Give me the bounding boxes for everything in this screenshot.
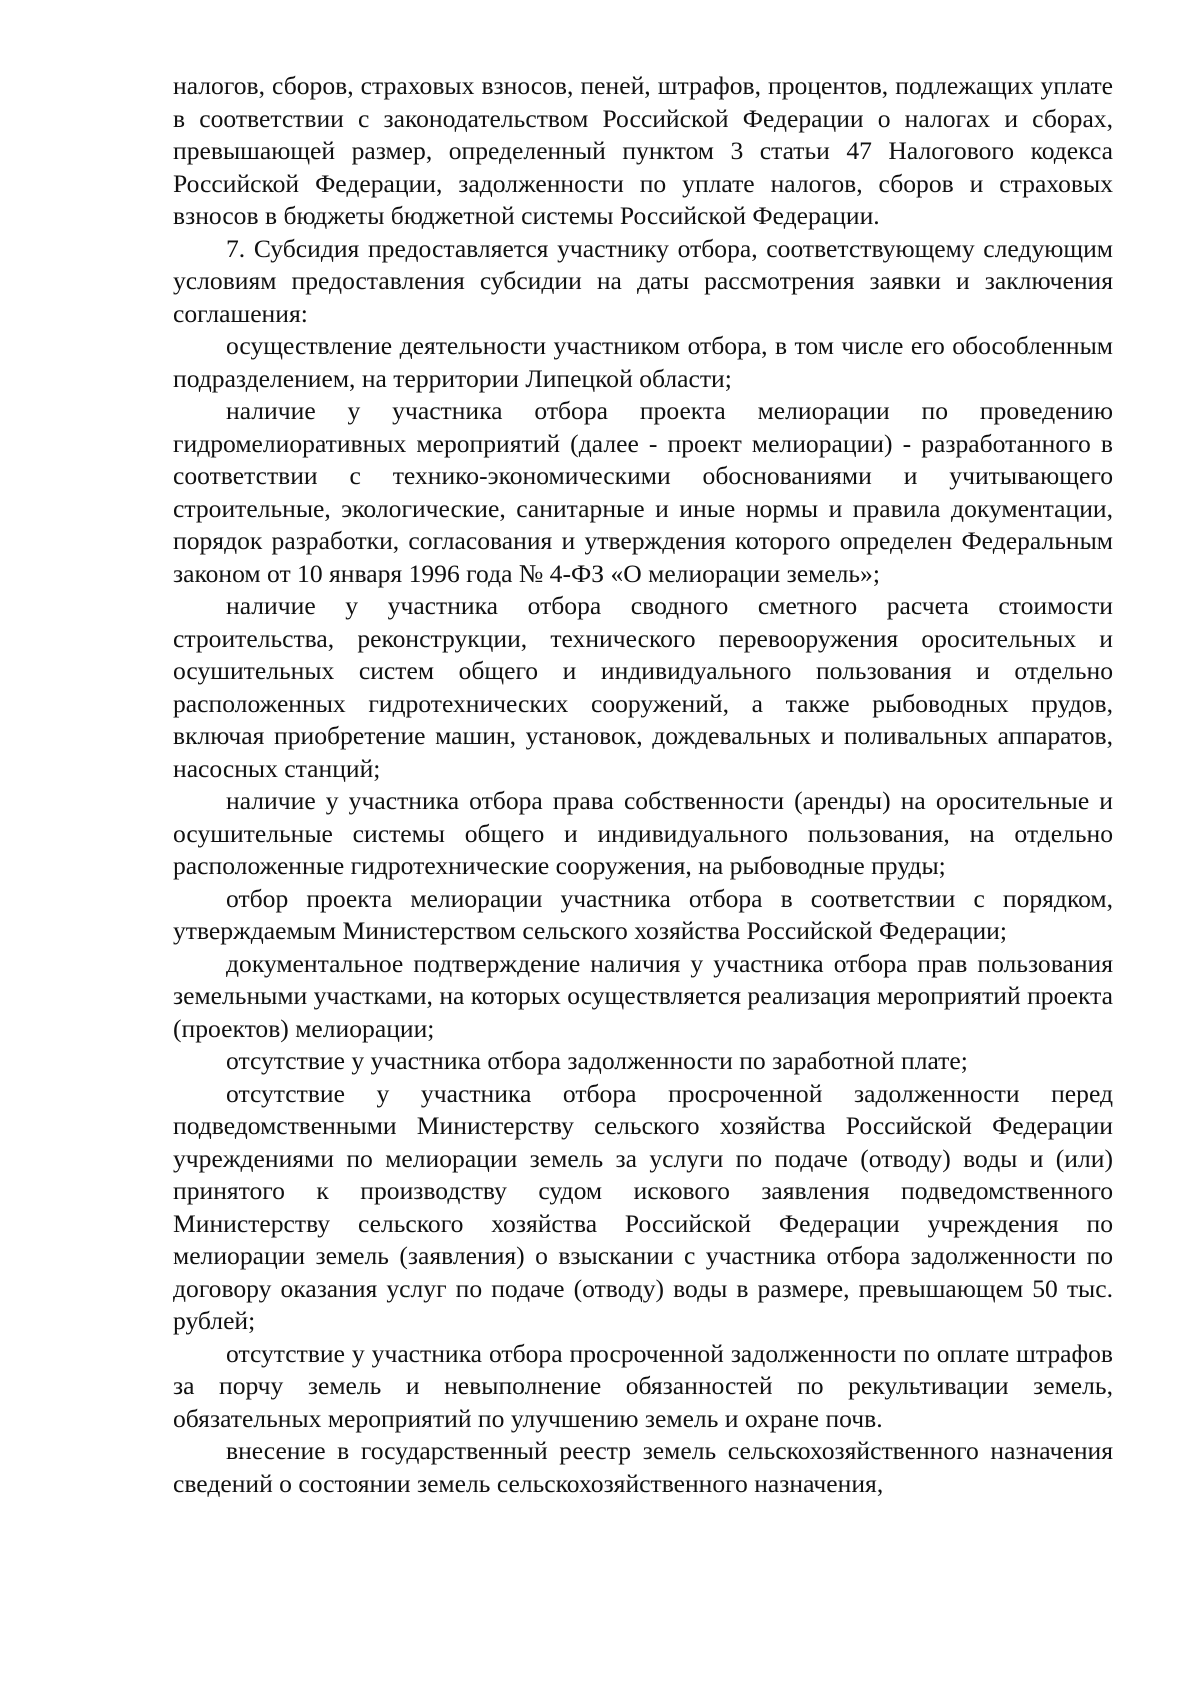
paragraph-clause-7: 7. Субсидия предоставляется участнику отбора, соответствующему следующим условиям предоставления субсидии на даты рассмотрения заявки и заключения соглашения:	[173, 233, 1113, 328]
paragraph-land-use-rights: документальное подтверждение наличия у участника отбора прав пользования земельными участками, на которых осуществляется реализация мероприятий проекта (проектов) мелиорации;	[173, 948, 1113, 1043]
paragraph-activity-in-region: осуществление деятельности участником отбора, в том числе его обособленным подразделением, на территории Липецкой области;	[173, 331, 1113, 393]
paragraph-no-fines-debt: отсутствие у участника отбора просроченной задолженности по оплате штрафов за порчу земель и невыполнение обязанностей по рекультивации земель, обязательных мероприятий по улучшению земель и охране почв.	[173, 1338, 1113, 1433]
paragraph-no-water-service-debt: отсутствие у участника отбора просроченной задолженности перед подведомственными Министерству сельского хозяйства Российской Федерации учреждениями по мелиорации земель за услуги по подаче (отводу) воды и (или) принятого к производству судом искового заявления подведомственного Министерству сельского хозяйства Российской Федерации учреждения по мелиорации земель (заявления) о взыскании с участника отбора задолженности по договору оказания услуг по подаче (отводу) воды в размере, превышающем 50 тыс. рублей;	[173, 1078, 1113, 1335]
paragraph-land-registry: внесение в государственный реестр земель сельскохозяйственного назначения сведений о состоянии земель сельскохозяйственного назначения,	[173, 1436, 1113, 1498]
paragraph-tax-debt-continuation: налогов, сборов, страховых взносов, пеней, штрафов, процентов, подлежащих уплате в соответствии с законодательством Российской Федерации о налогах и сборах, превышающей размер, определенный пунктом 3 статьи 47 Налогового кодекса Российской Федерации, задолженности по уплате налогов, сборов и страховых взносов в бюджеты бюджетной системы Российской Федерации.	[173, 71, 1113, 230]
paragraph-cost-estimate: наличие у участника отбора сводного сметного расчета стоимости строительства, реконструкции, технического перевооружения оросительных и осушительных систем общего и индивидуального пользования и отдельно расположенных гидротехнических сооружений, а также рыбоводных прудов, включая приобретение машин, установок, дождевальных и поливальных аппаратов, насосных станций;	[173, 591, 1113, 783]
paragraph-melioration-project: наличие у участника отбора проекта мелиорации по проведению гидромелиоративных мероприятий (далее - проект мелиорации) - разработанного в соответствии с технико-экономическими обоснованиями и учитывающего строительные, экологические, санитарные и иные нормы и правила документации, порядок разработки, согласования и утверждения которого определен Федеральным законом от 10 января 1996 года № 4-ФЗ «О мелиорации земель»;	[173, 396, 1113, 588]
document-body	[173, 70, 1113, 1500]
paragraph-project-selection: отбор проекта мелиорации участника отбора в соответствии с порядком, утверждаемым Министерством сельского хозяйства Российской Федерации;	[173, 883, 1113, 945]
paragraph-no-wage-debt: отсутствие у участника отбора задолженности по заработной плате;	[226, 1046, 968, 1075]
paragraph-ownership-rights: наличие у участника отбора права собственности (аренды) на оросительные и осушительные системы общего и индивидуального пользования, на отдельно расположенные гидротехнические сооружения, на рыбоводные пруды;	[173, 786, 1113, 880]
